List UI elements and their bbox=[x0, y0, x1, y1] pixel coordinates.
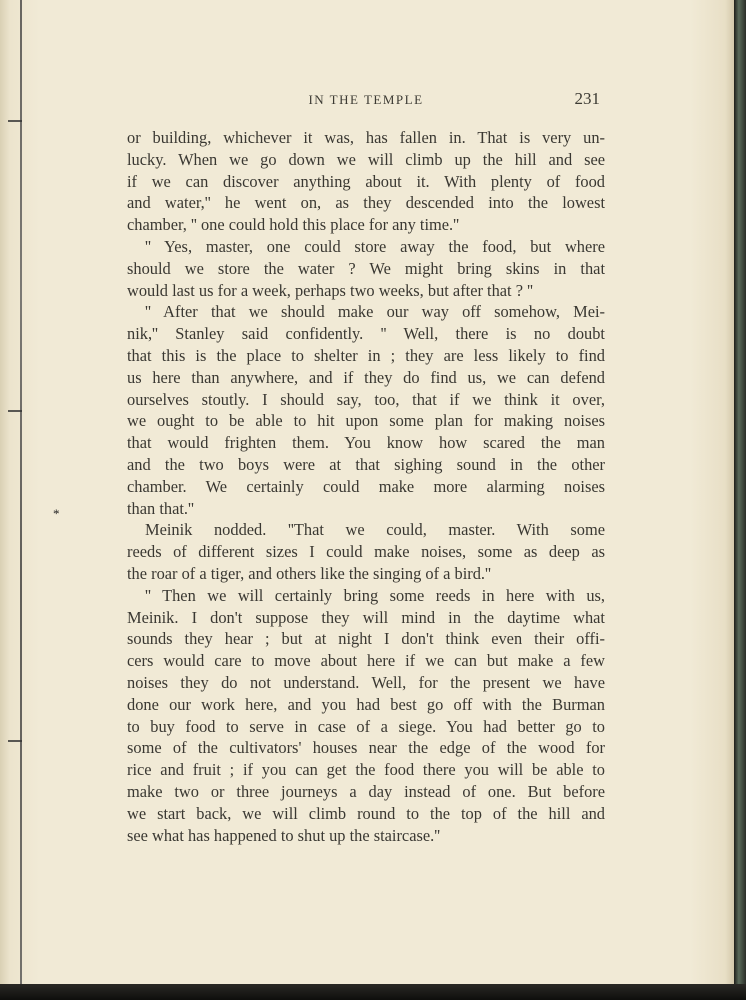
page-header bbox=[128, 90, 604, 112]
gutter-tick bbox=[8, 120, 22, 122]
page-number: 231 bbox=[574, 89, 600, 108]
text-line: us here than anywhere, and if they do find us, we can defend bbox=[127, 367, 605, 387]
text-line: some of the cultivators' houses near the edge of the wood for bbox=[127, 738, 605, 758]
text-line: to buy food to serve in case of a siege. You had better go to bbox=[127, 716, 605, 736]
text-line: if we can discover anything about it. With plenty of food bbox=[127, 171, 605, 191]
text-line: rice and fruit ; if you can get the food there you will be able to bbox=[127, 760, 605, 780]
text-line: noises they do not understand. Well, for the present we have bbox=[127, 672, 605, 692]
text-line: nik,'' Stanley said confidently. '' Well, there is no doubt bbox=[127, 324, 605, 344]
book-edge-bottom bbox=[0, 984, 746, 1000]
text-line: should we store the water ? We might bring skins in that bbox=[127, 258, 605, 278]
text-line: Meinik nodded. ''That we could, master. With some bbox=[145, 520, 605, 540]
gutter-tick bbox=[8, 410, 22, 412]
text-line: chamber. We certainly could make more alarming noises bbox=[127, 476, 605, 496]
book-edge-right bbox=[734, 0, 746, 1000]
text-line: reeds of different sizes I could make noises, some as deep as bbox=[127, 542, 605, 562]
margin-mark: * bbox=[53, 506, 60, 521]
text-line: or building, whichever it was, has fallen in. That is very un- bbox=[127, 128, 605, 147]
running-title: IN THE TEMPLE bbox=[308, 92, 424, 107]
text-line: sounds they hear ; but at night I don't think even their offi- bbox=[127, 629, 605, 649]
text-line: Meinik. I don't suppose they will mind in the daytime what bbox=[127, 607, 605, 627]
body-text bbox=[127, 127, 605, 846]
binding-gutter-line bbox=[20, 0, 22, 985]
text-line: make two or three journeys a day instead of one. But before bbox=[127, 781, 605, 801]
text-line: that would frighten them. You know how scared the man bbox=[127, 433, 605, 453]
text-line: lucky. When we go down we will climb up the hill and see bbox=[127, 149, 605, 169]
text-line: done our work here, and you had best go off with the Burman bbox=[127, 694, 605, 714]
text-line: we start back, we will climb round to the top of the hill and bbox=[127, 803, 605, 823]
text-line: '' After that we should make our way off somehow, Mei- bbox=[145, 302, 605, 322]
text-line: would last us for a week, perhaps two weeks, but after that ? '' bbox=[127, 280, 533, 300]
text-line: we ought to be able to hit upon some plan for making noises bbox=[127, 411, 605, 431]
gutter-tick bbox=[8, 740, 22, 742]
text-line: see what has happened to shut up the staircase.'' bbox=[127, 825, 441, 845]
text-line: the roar of a tiger, and others like the singing of a bird.'' bbox=[127, 563, 491, 583]
text-line: than that.'' bbox=[127, 498, 194, 518]
text-line: and the two boys were at that sighing sound in the other bbox=[127, 454, 605, 474]
text-line: cers would care to move about here if we can but make a few bbox=[127, 651, 605, 671]
text-line: '' Yes, master, one could store away the food, but where bbox=[145, 236, 605, 256]
text-line: '' Then we will certainly bring some reeds in here with us, bbox=[145, 585, 605, 605]
text-line: ourselves stoutly. I should say, too, that if we think it over, bbox=[127, 389, 605, 409]
text-line: and water,'' he went on, as they descended into the lowest bbox=[127, 193, 605, 213]
text-line: chamber, '' one could hold this place for any time.'' bbox=[127, 215, 460, 235]
text-line: that this is the place to shelter in ; they are less likely to find bbox=[127, 345, 605, 365]
